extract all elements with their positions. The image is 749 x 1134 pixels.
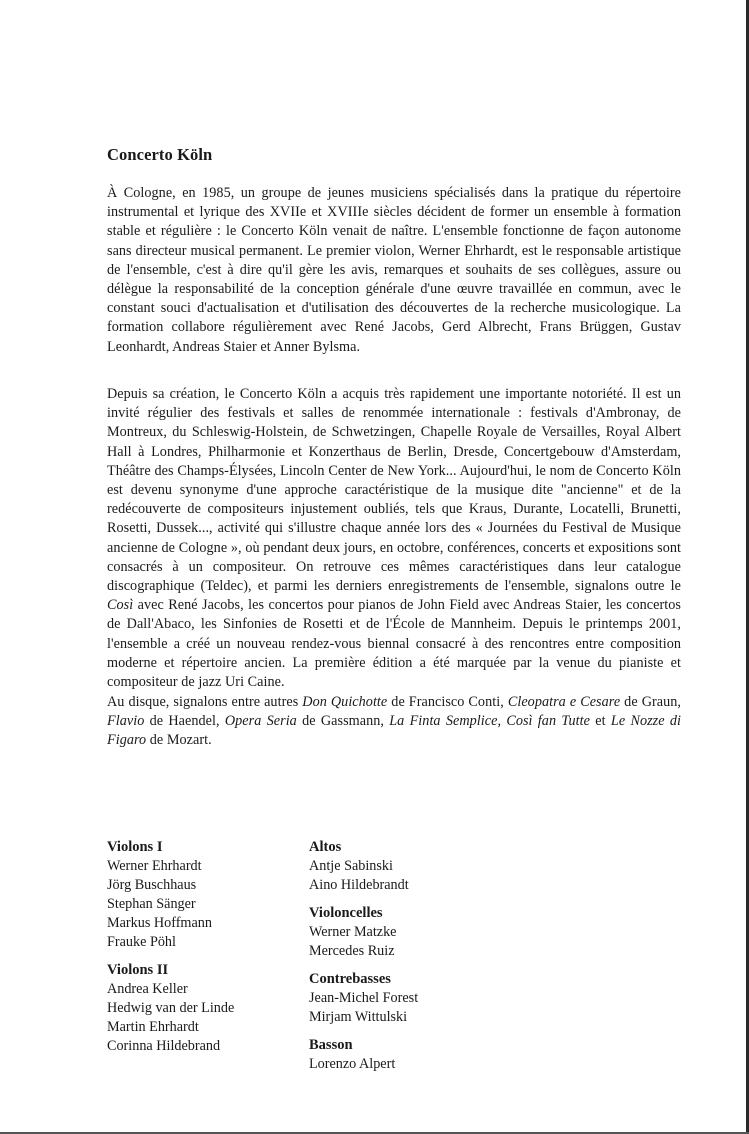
musician-name: Werner Ehrhardt [107,858,202,874]
section-altos [309,838,509,895]
musician-name: Andrea Keller [107,981,188,997]
musicians-column-right [309,838,509,1083]
musician-name: Antje Sabinski [309,858,393,874]
section-title: Violons I [107,839,163,855]
section-title: Violoncelles [309,905,383,921]
paragraph-reputation-text [107,385,681,692]
musician-name: Markus Hoffmann [107,915,212,931]
reputation-text-part2: avec René Jacobs, les concertos pour pianos de John Field avec Andreas Staier, les concertos de Dall'Abaco, les Sinfonies de Rosetti et de l'École de Mannheim. Depuis le printemps 2001, l'ensemble a créé un nouveau rendez-vous biennal consacré à des rencontres entre composition moderne et répertoire ancien. La première édition a été marquée par la venue du pianiste et compositeur de jazz Uri Caine. [107,597,681,691]
section-contrebasses [309,970,509,1027]
section-basson [309,1036,509,1074]
musician-name: Jean-Michel Forest [309,990,419,1006]
section-violons-ii [107,961,297,1056]
discography-text: de Haendel, [144,713,225,730]
musician-name: Martin Ehrhardt [107,1019,199,1035]
musician-name: Aino Hildebrandt [309,877,409,893]
musician-name: Mercedes Ruiz [309,943,395,959]
work-title: Opera Seria [224,713,297,730]
paragraph-discography [107,693,681,751]
musicians-column-left [107,838,297,1065]
work-title: Flavio [107,713,145,730]
section-title: Contrebasses [309,971,391,987]
musician-name: Frauke Pöhl [107,934,176,950]
section-title: Basson [309,1037,353,1053]
musician-name: Jörg Buschhaus [107,877,197,893]
section-heading: Concerto Köln [107,145,213,164]
musician-name: Corinna Hildebrand [107,1038,221,1054]
paragraph-history [107,184,681,357]
discography-text: de Francisco Conti, [387,694,508,710]
musician-name: Lorenzo Alpert [309,1056,396,1072]
discography-text: et [590,713,611,730]
work-title: Don Quichotte [302,694,388,710]
reputation-text-part1: Depuis sa création, le Concerto Köln a acquis très rapidement une importante notoriété. Il est un invité régulier des festivals et salles de renommée internationale : festivals d'Ambronay, de Montreux, du Schleswig-Holstein, de Schwetzingen, Chapelle Royale de Versailles, Royal Albert Hall à Londres, Philharmonie et Konzerthaus de Berlin, Dresde, Concertgebouw d'Amsterdam, Théâtre des Champs-Élysées, Lincoln Center de New York... Aujourd'hui, le nom de Concerto Köln est devenu synonyme d'une approche caractéristique de la musique dite "ancienne" et de la redécouverte de compositeurs injustement oubliés, tels que Kraus, Durante, Locatelli, Brunetti, Rosetti, Dussek..., activité qui s'illustre chaque année lors des « Journées du Festival de Musique ancienne de Cologne », où pendant deux jours, en octobre, conférences, concerts et expositions sont consacrés à un compositeur. On retrouve ces mêmes caractéristiques dans leur catalogue discographique (Teldec), et parmi les derniers enregistrements de l'ensemble, signalons outre le [107,386,681,595]
discography-intro: Au disque, signalons entre autres [107,694,303,710]
paragraph-reputation [107,385,681,692]
work-title: Le Nozze di Figaro [107,713,681,749]
reputation-cosi-title: Così [107,597,134,614]
section-title: Violons II [107,962,169,978]
work-title: Cleopatra e Cesare [507,694,621,710]
discography-text: de Gassmann, [296,713,390,730]
paragraph-history-text: À Cologne, en 1985, un groupe de jeunes musiciens spécialisés dans la pratique du répertoire instrumental et lyrique des XVIIe et XVIIIe siècles décident de former un ensemble à formation stable et régulière : le Concerto Köln venait de naître. L'ensemble fonctionne de façon autonome sans directeur musical permanent. Le premier violon, Werner Ehrhardt, est le responsable artistique de l'ensemble, c'est à dire qu'il gère les avis, remarques et souhaits de ses collègues, assure ou délègue la responsabilité de la conception générale d'une œuvre travaillée en commun, avec le constant souci d'actualisation et d'utilisation des découvertes de la recherche musicologique. La formation collabore régulièrement avec René Jacobs, Gerd Albrecht, Frans Brüggen, Gustav Leonhardt, Andreas Staier et Anner Bylsma. [107,185,681,355]
paragraph-discography-text [107,693,681,751]
discography-text: de Graun, [620,694,681,710]
musician-name: Stephan Sänger [107,896,196,912]
section-violons-i [107,838,297,952]
musician-name: Mirjam Wittulski [309,1009,408,1025]
section-title: Altos [309,839,342,855]
musician-name: Hedwig van der Linde [107,1000,235,1016]
discography-text: de Mozart. [146,732,212,749]
work-title: La Finta Semplice, Così fan Tutte [389,713,590,730]
musician-name: Werner Matzke [309,924,397,940]
section-violoncelles [309,904,509,961]
